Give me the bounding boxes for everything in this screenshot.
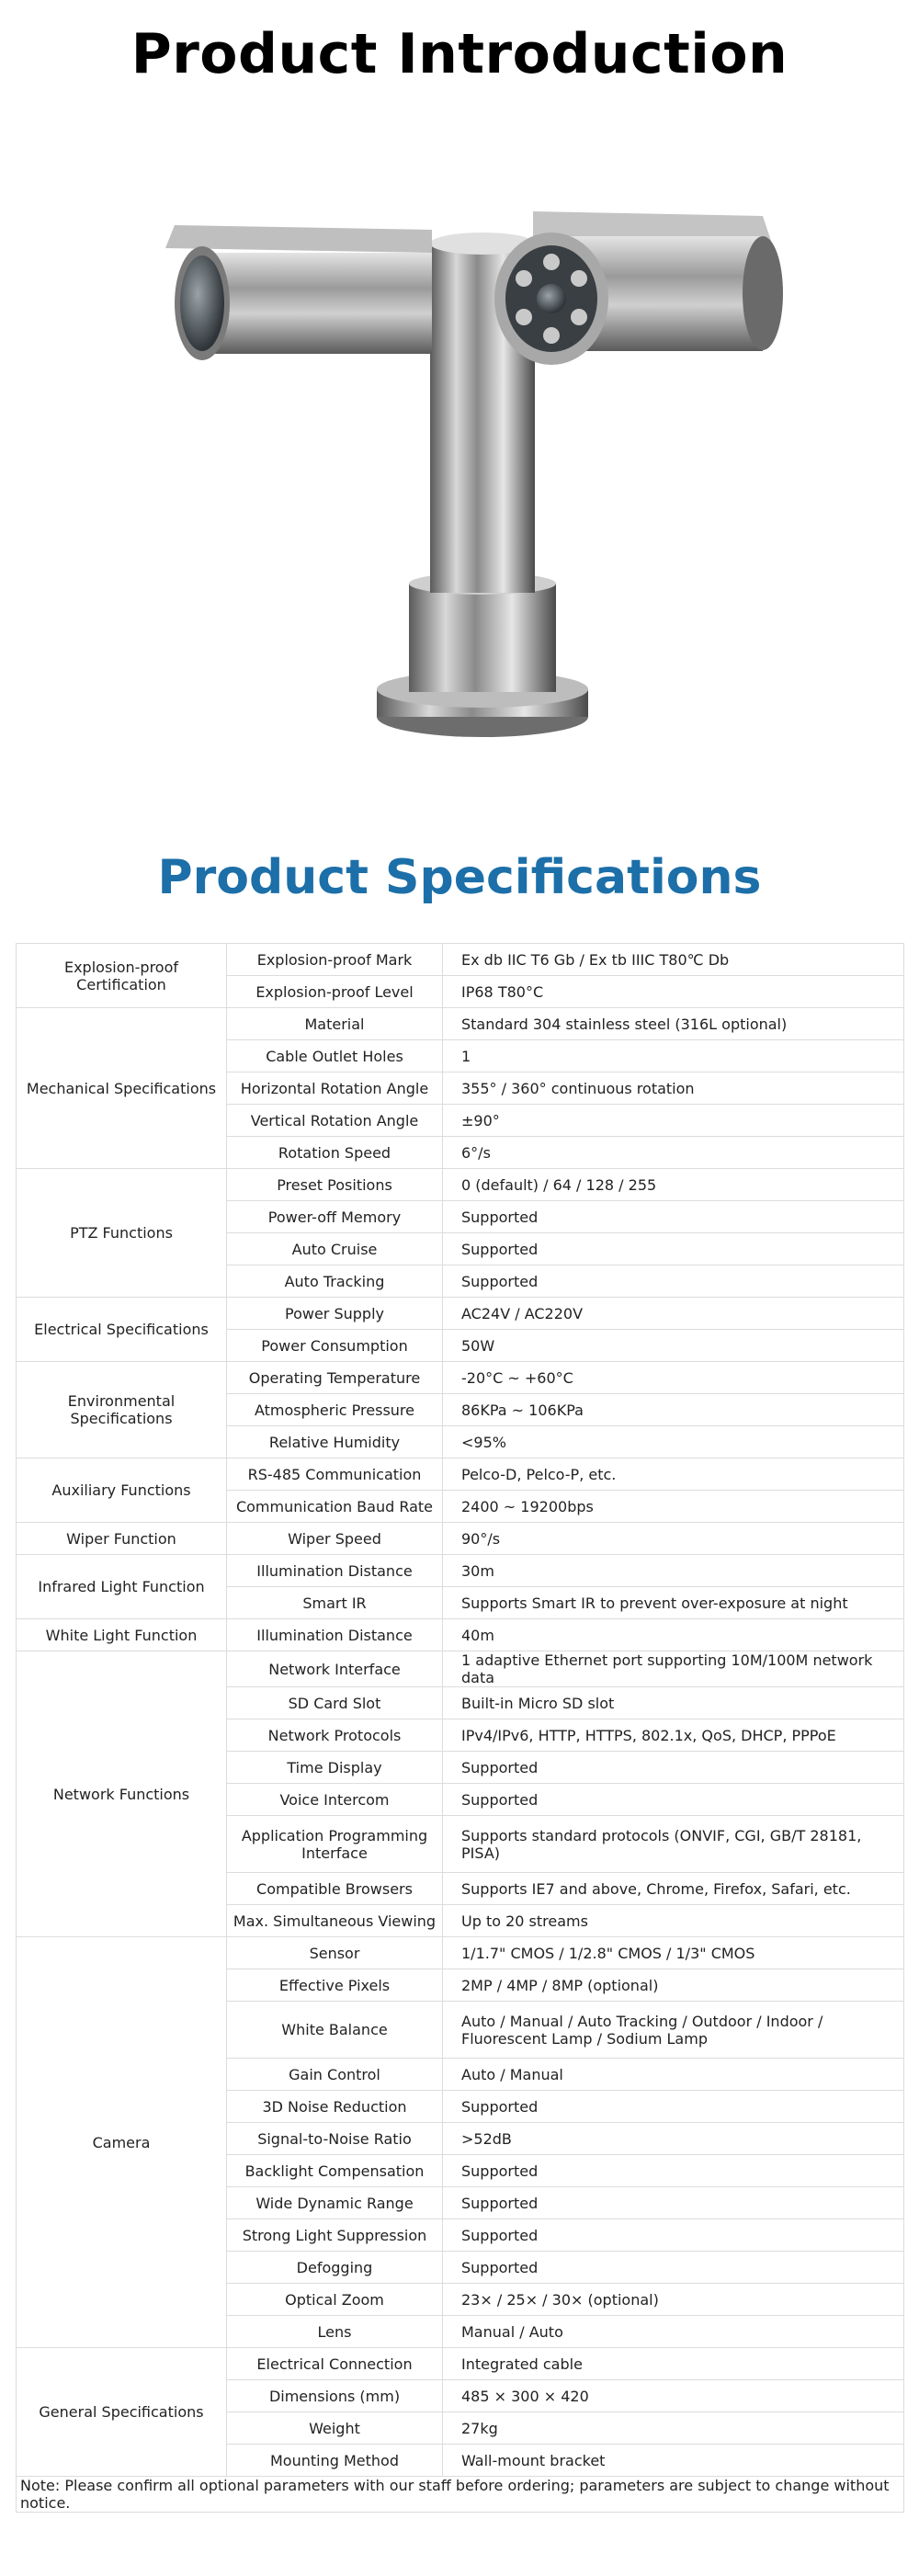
- spec-parameter: Power Supply: [227, 1298, 443, 1330]
- spec-parameter: Compatible Browsers: [227, 1873, 443, 1905]
- spec-value: IP68 T80°C: [443, 976, 904, 1008]
- spec-value: 90°/s: [443, 1523, 904, 1555]
- spec-row: [17, 944, 904, 976]
- spec-value: Up to 20 streams: [443, 1905, 904, 1937]
- spec-parameter: Signal-to-Noise Ratio: [227, 2123, 443, 2155]
- spec-value: <95%: [443, 1426, 904, 1458]
- spec-value: Standard 304 stainless steel (316L optional): [443, 1008, 904, 1040]
- spec-parameter: Defogging: [227, 2252, 443, 2284]
- spec-row: [17, 1298, 904, 1330]
- spec-category: Infrared Light Function: [17, 1555, 227, 1619]
- spec-parameter: 3D Noise Reduction: [227, 2091, 443, 2123]
- spec-row: [17, 1651, 904, 1687]
- spec-parameter: White Balance: [227, 2002, 443, 2059]
- spec-parameter: Preset Positions: [227, 1169, 443, 1201]
- spec-category: Wiper Function: [17, 1523, 227, 1555]
- spec-value: Auto / Manual: [443, 2059, 904, 2091]
- spec-category: Explosion-proof Certification: [17, 944, 227, 1008]
- note-row: [17, 2477, 904, 2513]
- spec-value: Pelco-D, Pelco-P, etc.: [443, 1458, 904, 1491]
- spec-value: Built-in Micro SD slot: [443, 1687, 904, 1719]
- spec-value: 0 (default) / 64 / 128 / 255: [443, 1169, 904, 1201]
- spec-row: [17, 1523, 904, 1555]
- spec-value: Manual / Auto: [443, 2316, 904, 2348]
- footnote: Note: Please confirm all optional parameters with our staff before ordering; parameters are subject to change without notice.: [17, 2477, 904, 2513]
- spec-parameter: Application Programming Interface: [227, 1816, 443, 1873]
- spec-table-body: [17, 944, 904, 2513]
- spec-value: 1: [443, 1040, 904, 1072]
- spec-value: ±90°: [443, 1105, 904, 1137]
- spec-row: [17, 2348, 904, 2380]
- spec-parameter: Power Consumption: [227, 1330, 443, 1362]
- spec-parameter: Auto Tracking: [227, 1265, 443, 1298]
- spec-value: 40m: [443, 1619, 904, 1651]
- spec-category: Camera: [17, 1937, 227, 2348]
- spec-category: Environmental Specifications: [17, 1362, 227, 1458]
- spec-parameter: Gain Control: [227, 2059, 443, 2091]
- spec-value: Supported: [443, 1265, 904, 1298]
- spec-parameter: Explosion-proof Mark: [227, 944, 443, 976]
- spec-value: 2400 ~ 19200bps: [443, 1491, 904, 1523]
- spec-parameter: Rotation Speed: [227, 1137, 443, 1169]
- spec-value: Supported: [443, 2219, 904, 2252]
- spec-category: General Specifications: [17, 2348, 227, 2477]
- spec-parameter: Electrical Connection: [227, 2348, 443, 2380]
- spec-value: Supported: [443, 2252, 904, 2284]
- spec-parameter: Operating Temperature: [227, 1362, 443, 1394]
- spec-row: [17, 1937, 904, 1969]
- spec-value: Supports standard protocols (ONVIF, CGI, GB/T 28181, PISA): [443, 1816, 904, 1873]
- spec-value: 485 × 300 × 420: [443, 2380, 904, 2412]
- spec-parameter: Sensor: [227, 1937, 443, 1969]
- spec-parameter: Smart IR: [227, 1587, 443, 1619]
- spec-row: [17, 1619, 904, 1651]
- spec-value: 1 adaptive Ethernet port supporting 10M/100M network data: [443, 1651, 904, 1687]
- spec-value: 27kg: [443, 2412, 904, 2445]
- spec-value: 355° / 360° continuous rotation: [443, 1072, 904, 1105]
- spec-parameter: Backlight Compensation: [227, 2155, 443, 2187]
- spec-value: Supported: [443, 2155, 904, 2187]
- specs-title: Product Specifications: [157, 850, 762, 905]
- spec-value: 23× / 25× / 30× (optional): [443, 2284, 904, 2316]
- spec-parameter: RS-485 Communication: [227, 1458, 443, 1491]
- spec-value: 6°/s: [443, 1137, 904, 1169]
- spec-category: Auxiliary Functions: [17, 1458, 227, 1523]
- spec-row: [17, 1008, 904, 1040]
- spec-value: Integrated cable: [443, 2348, 904, 2380]
- spec-parameter: Network Interface: [227, 1651, 443, 1687]
- spec-parameter: Material: [227, 1008, 443, 1040]
- spec-row: [17, 1458, 904, 1491]
- spec-value: Supported: [443, 2187, 904, 2219]
- spec-value: Supported: [443, 2091, 904, 2123]
- spec-parameter: Dimensions (mm): [227, 2380, 443, 2412]
- spec-value: Ex db IIC T6 Gb / Ex tb IIIC T80℃ Db: [443, 944, 904, 976]
- spec-parameter: Network Protocols: [227, 1719, 443, 1752]
- spec-parameter: Illumination Distance: [227, 1555, 443, 1587]
- spec-value: Supported: [443, 1201, 904, 1233]
- spec-value: -20°C ~ +60°C: [443, 1362, 904, 1394]
- spec-parameter: Wiper Speed: [227, 1523, 443, 1555]
- dual-camera-ptz-photo: [129, 179, 790, 758]
- spec-row: [17, 1555, 904, 1587]
- spec-parameter: Lens: [227, 2316, 443, 2348]
- spec-parameter: Communication Baud Rate: [227, 1491, 443, 1523]
- spec-row: [17, 1362, 904, 1394]
- spec-category: Electrical Specifications: [17, 1298, 227, 1362]
- spec-parameter: Optical Zoom: [227, 2284, 443, 2316]
- spec-value: 86KPa ~ 106KPa: [443, 1394, 904, 1426]
- spec-parameter: Wide Dynamic Range: [227, 2187, 443, 2219]
- spec-value: >52dB: [443, 2123, 904, 2155]
- spec-value: 1/1.7" CMOS / 1/2.8" CMOS / 1/3" CMOS: [443, 1937, 904, 1969]
- spec-category: Network Functions: [17, 1651, 227, 1937]
- spec-category: White Light Function: [17, 1619, 227, 1651]
- spec-parameter: Relative Humidity: [227, 1426, 443, 1458]
- spec-parameter: Weight: [227, 2412, 443, 2445]
- spec-value: Wall-mount bracket: [443, 2445, 904, 2477]
- spec-value: Supported: [443, 1233, 904, 1265]
- spec-value: 50W: [443, 1330, 904, 1362]
- spec-value: 30m: [443, 1555, 904, 1587]
- spec-parameter: Power-off Memory: [227, 1201, 443, 1233]
- spec-category: PTZ Functions: [17, 1169, 227, 1298]
- spec-parameter: Mounting Method: [227, 2445, 443, 2477]
- spec-parameter: Effective Pixels: [227, 1969, 443, 2002]
- spec-parameter: Atmospheric Pressure: [227, 1394, 443, 1426]
- spec-value: Supports Smart IR to prevent over-exposure at night: [443, 1587, 904, 1619]
- spec-parameter: Max. Simultaneous Viewing: [227, 1905, 443, 1937]
- spec-parameter: Time Display: [227, 1752, 443, 1784]
- spec-parameter: Explosion-proof Level: [227, 976, 443, 1008]
- spec-value: AC24V / AC220V: [443, 1298, 904, 1330]
- spec-row: [17, 1169, 904, 1201]
- spec-parameter: Voice Intercom: [227, 1784, 443, 1816]
- intro-title: Product Introduction: [130, 22, 789, 86]
- spec-value: Supported: [443, 1752, 904, 1784]
- spec-value: 2MP / 4MP / 8MP (optional): [443, 1969, 904, 2002]
- spec-value: IPv4/IPv6, HTTP, HTTPS, 802.1x, QoS, DHCP, PPPoE: [443, 1719, 904, 1752]
- spec-parameter: SD Card Slot: [227, 1687, 443, 1719]
- spec-parameter: Strong Light Suppression: [227, 2219, 443, 2252]
- spec-parameter: Cable Outlet Holes: [227, 1040, 443, 1072]
- spec-value: Supported: [443, 1784, 904, 1816]
- spec-value: Supports IE7 and above, Chrome, Firefox, Safari, etc.: [443, 1873, 904, 1905]
- spec-parameter: Vertical Rotation Angle: [227, 1105, 443, 1137]
- spec-parameter: Horizontal Rotation Angle: [227, 1072, 443, 1105]
- spec-category: Mechanical Specifications: [17, 1008, 227, 1169]
- spec-table: [16, 943, 904, 2513]
- spec-value: Auto / Manual / Auto Tracking / Outdoor / Indoor / Fluorescent Lamp / Sodium Lamp: [443, 2002, 904, 2059]
- spec-parameter: Auto Cruise: [227, 1233, 443, 1265]
- spec-parameter: Illumination Distance: [227, 1619, 443, 1651]
